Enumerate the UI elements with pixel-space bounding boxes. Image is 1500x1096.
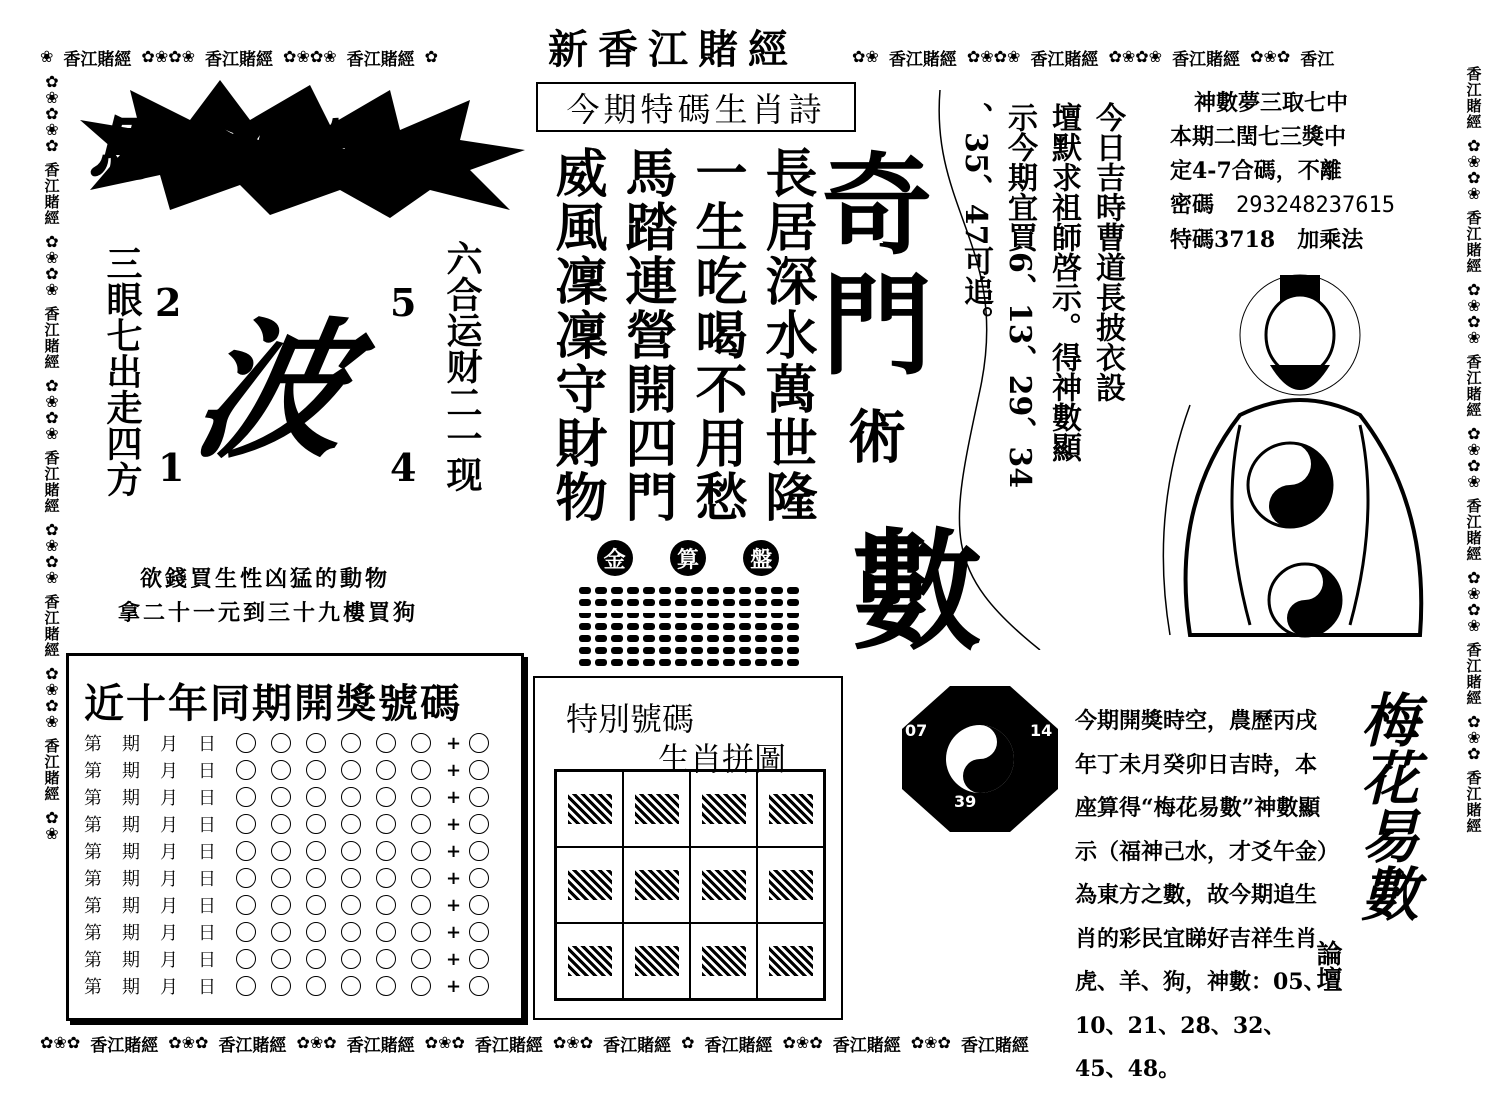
row-label: 期 (122, 950, 140, 971)
row-label: 第 (84, 977, 102, 998)
row-label: 期 (122, 761, 140, 782)
number-circle (271, 814, 291, 834)
mahui-num-tl: 2 (155, 280, 182, 325)
border-label: 香江賭經 (1464, 354, 1483, 418)
row-label: 日 (198, 923, 216, 944)
row-label: 日 (198, 842, 216, 863)
number-circle (236, 814, 256, 834)
border-label: 香江賭經 (218, 1035, 287, 1056)
history-row (84, 730, 504, 756)
row-label: 日 (198, 950, 216, 971)
flower-icon: ✿ ❀ ✿ ❀ (1467, 136, 1481, 203)
mahui-banner: 馬會傳密 (90, 109, 387, 189)
border-label: 香江賭經 (704, 1035, 773, 1056)
puzzle-tile (757, 923, 824, 999)
flower-icon: ✿❀✿ (40, 1033, 81, 1052)
row-label: 第 (84, 896, 102, 917)
plus-sign: + (446, 813, 462, 835)
row-label: 日 (198, 977, 216, 998)
qimen-char-shu: 術 (848, 403, 907, 471)
puzzle-tile (623, 771, 690, 847)
border-label: 香江賭經 (888, 49, 957, 70)
right-method: 加乘法 (1297, 227, 1364, 253)
flower-icon: ❀ (40, 47, 54, 66)
special-circle (469, 949, 489, 969)
border-label: 香江賭經 (1464, 498, 1483, 562)
number-circle (306, 895, 326, 915)
number-circle (236, 922, 256, 942)
number-circle (271, 895, 291, 915)
flower-icon: ✿ ❀ (45, 808, 59, 843)
number-circle (341, 841, 361, 861)
puzzle-tile (556, 847, 623, 923)
number-circle (306, 976, 326, 996)
number-circle (236, 760, 256, 780)
history-title: 近十年同期開獎號碼 (84, 681, 462, 727)
plus-sign: + (446, 732, 462, 754)
plus-sign: + (446, 786, 462, 808)
right-info-box (1170, 86, 1395, 257)
border-label: 香江賭經 (346, 49, 415, 70)
abacus-title-char: 盤 (743, 540, 779, 576)
number-circle (376, 949, 396, 969)
row-label: 月 (160, 896, 178, 917)
row-label: 期 (122, 896, 140, 917)
qimen-char-shu2: 數 (852, 515, 983, 668)
number-circle (271, 760, 291, 780)
plus-sign: + (446, 921, 462, 943)
bagua-number: 39 (954, 792, 977, 811)
row-label: 第 (84, 842, 102, 863)
flower-icon: ✿❀✿ (168, 1033, 209, 1052)
flower-icon: ✿ (681, 1033, 695, 1052)
plus-sign: + (446, 894, 462, 916)
abacus-title-char: 金 (597, 540, 633, 576)
number-circle (236, 733, 256, 753)
number-circle (376, 760, 396, 780)
row-label: 期 (122, 923, 140, 944)
plus-sign: + (446, 975, 462, 997)
number-circle (236, 868, 256, 888)
number-circle (411, 814, 431, 834)
flower-icon: ✿ ❀ ✿ ❀ ✿ (45, 74, 59, 155)
forum-signature: 論壇 (1312, 940, 1342, 992)
right-code-label: 密碼 (1170, 192, 1215, 218)
abacus-title (578, 540, 798, 576)
flower-icon: ✿ ❀ ✿ ❀ (1467, 280, 1481, 347)
number-circle (411, 787, 431, 807)
border-label: 香江賭經 (832, 1035, 901, 1056)
border-label: 香江賭經 (63, 49, 132, 70)
number-circle (411, 760, 431, 780)
number-circle (306, 922, 326, 942)
number-circle (411, 895, 431, 915)
puzzle-tile (757, 771, 824, 847)
special-circle (469, 895, 489, 915)
poem-title-box (536, 82, 856, 132)
row-label: 期 (122, 869, 140, 890)
flower-icon: ✿❀✿❀ (141, 47, 196, 66)
abacus-beads (578, 585, 800, 671)
number-circle (236, 895, 256, 915)
puzzle-tile (556, 771, 623, 847)
right-line-5 (1170, 223, 1395, 257)
special-circle (469, 976, 489, 996)
flower-icon: ✿ ❀ ✿ ❀ (1467, 424, 1481, 491)
meihua-title: 梅花易數 (1351, 690, 1419, 922)
right-line-4 (1170, 188, 1395, 223)
meihua-paragraph (880, 700, 1335, 1092)
special-circle (469, 787, 489, 807)
row-label: 日 (198, 788, 216, 809)
number-circle (411, 841, 431, 861)
row-label: 日 (198, 869, 216, 890)
qimen-char-men: 門 (822, 261, 932, 390)
right-line-3: 定4-7合碼，不離 (1170, 158, 1342, 184)
number-circle (306, 760, 326, 780)
taoist-deity-illustration (1130, 255, 1460, 645)
flower-icon: ✿❀✿ (1250, 47, 1291, 66)
number-circle (341, 760, 361, 780)
flower-icon: ✿❀✿ (782, 1033, 823, 1052)
row-label: 第 (84, 950, 102, 971)
zodiac-puzzle-grid (554, 769, 826, 1001)
plus-sign: + (446, 867, 462, 889)
border-label: 香江 (1300, 49, 1335, 70)
history-row (84, 865, 504, 891)
border-label: 香江賭經 (603, 1035, 672, 1056)
number-circle (376, 922, 396, 942)
flower-icon: ✿ (424, 47, 439, 66)
plus-sign: + (446, 840, 462, 862)
flower-icon: ✿❀✿❀ (966, 47, 1021, 66)
right-line-2: 本期二閏七三獎中 (1170, 124, 1347, 150)
special-circle (469, 760, 489, 780)
border-label: 香江賭經 (42, 738, 61, 802)
number-circle (306, 814, 326, 834)
row-label: 月 (160, 815, 178, 836)
history-row (84, 946, 504, 972)
special-circle (469, 814, 489, 834)
meihua-text: 今期開獎時空，農歷丙戌年丁未月癸卯日吉時，本座算得“梅花易數”神數顯示（福神己水，才爻午金）為東方之數，故今期追生肖的彩民宜睇好吉祥生肖虎、羊、狗，神數：05、10、21、28、32、45、48。 (1075, 708, 1329, 1082)
border-label: 香江賭經 (1172, 49, 1241, 70)
row-label: 第 (84, 869, 102, 890)
oracle-col-1: 今日吉時曹道長披衣設 (1090, 102, 1125, 402)
border-label: 香江賭經 (42, 450, 61, 514)
plus-sign: + (446, 759, 462, 781)
mahui-note-2: 拿二十一元到三十九樓買狗 (118, 600, 419, 626)
row-label: 月 (160, 788, 178, 809)
number-circle (376, 841, 396, 861)
border-label: 香江賭經 (1464, 210, 1483, 274)
special-title-1: 特別號碼 (566, 700, 695, 738)
row-label: 月 (160, 842, 178, 863)
mahui-right-col: 六合运财二一现 (441, 240, 483, 492)
bagua-number: 07 (905, 721, 928, 740)
row-label: 第 (84, 788, 102, 809)
row-label: 第 (84, 734, 102, 755)
row-label: 第 (84, 761, 102, 782)
number-circle (411, 949, 431, 969)
number-circle (306, 949, 326, 969)
special-circle (469, 733, 489, 753)
qimen-char-qi: 奇 (822, 141, 932, 270)
number-circle (411, 733, 431, 753)
number-circle (341, 733, 361, 753)
row-label: 月 (160, 734, 178, 755)
border-label: 香江賭經 (42, 306, 61, 370)
flower-icon: ✿❀✿❀ (283, 47, 337, 66)
border-label: 香江賭經 (90, 1035, 159, 1056)
flower-icon: ✿ ❀ ✿ ❀ (45, 232, 59, 299)
oracle-col-4: 、35、47可追。 (958, 102, 993, 336)
number-circle (411, 868, 431, 888)
flower-icon: ✿ ❀ ✿ ❀ (45, 520, 59, 587)
plus-sign: + (446, 948, 462, 970)
row-label: 期 (122, 815, 140, 836)
mahui-left-col: 三眼七出走四方 (101, 245, 143, 497)
right-code: 29324823761​5 (1236, 193, 1395, 218)
row-label: 日 (198, 815, 216, 836)
poem-line-2: 一生吃喝不用愁 (686, 146, 747, 524)
row-label: 日 (198, 761, 216, 782)
row-label: 第 (84, 815, 102, 836)
flower-icon: ✿❀✿ (296, 1033, 337, 1052)
number-circle (271, 976, 291, 996)
mahui-num-tr: 5 (390, 280, 417, 325)
flower-icon: ✿ ❀ ✿ ❀ (45, 376, 59, 443)
brush-character: 波 (182, 303, 364, 479)
flower-icon: ✿❀✿ (424, 1033, 465, 1052)
poem-line-3: 馬踏連營開四門 (616, 146, 677, 524)
oracle-col-2: 壇默求祖師啓示。得神數顯 (1046, 102, 1081, 462)
number-circle (306, 868, 326, 888)
row-label: 期 (122, 788, 140, 809)
number-circle (411, 922, 431, 942)
number-circle (271, 949, 291, 969)
puzzle-tile (757, 847, 824, 923)
history-row (84, 811, 504, 837)
border-label: 香江賭經 (960, 1035, 1029, 1056)
row-label: 月 (160, 923, 178, 944)
right-special-code: 特碼3718 (1170, 227, 1276, 253)
row-label: 第 (84, 923, 102, 944)
puzzle-tile (690, 771, 757, 847)
number-circle (376, 868, 396, 888)
number-circle (306, 787, 326, 807)
number-circle (236, 841, 256, 861)
number-circle (271, 733, 291, 753)
number-circle (376, 787, 396, 807)
number-circle (341, 949, 361, 969)
flower-icon: ✿❀✿❀ (1108, 47, 1163, 66)
border-label: 香江賭經 (1030, 49, 1099, 70)
special-circle (469, 868, 489, 888)
bagua-number: 14 (1030, 721, 1053, 740)
flower-icon: ✿❀ (852, 47, 879, 66)
row-label: 日 (198, 896, 216, 917)
number-circle (341, 814, 361, 834)
flower-icon: ✿ ❀ ✿ ❀ (1467, 568, 1481, 635)
number-circle (271, 868, 291, 888)
number-circle (271, 841, 291, 861)
history-row (84, 784, 504, 810)
top-border-right (852, 44, 1472, 70)
number-circle (236, 787, 256, 807)
row-label: 月 (160, 869, 178, 890)
border-label: 香江賭經 (346, 1035, 415, 1056)
flower-icon: ✿❀✿ (910, 1033, 951, 1052)
border-label: 香江賭經 (42, 162, 61, 226)
special-circle (469, 922, 489, 942)
border-label: 香江賭經 (42, 594, 61, 658)
border-label: 香江賭經 (1464, 642, 1483, 706)
row-label: 期 (122, 842, 140, 863)
history-row (84, 973, 504, 999)
puzzle-tile (556, 923, 623, 999)
border-label: 香江賭經 (1464, 770, 1483, 834)
number-circle (341, 895, 361, 915)
number-circle (341, 976, 361, 996)
flower-icon: ✿ ❀ ✿ (1467, 712, 1481, 763)
number-circle (376, 976, 396, 996)
puzzle-tile (623, 847, 690, 923)
number-circle (306, 841, 326, 861)
history-row (84, 892, 504, 918)
special-circle (469, 841, 489, 861)
mahui-num-bl: 1 (158, 445, 185, 490)
history-row (84, 919, 504, 945)
row-label: 期 (122, 977, 140, 998)
border-label: 香江賭經 (474, 1035, 543, 1056)
row-label: 期 (122, 734, 140, 755)
abacus-title-char: 算 (670, 540, 706, 576)
row-label: 月 (160, 761, 178, 782)
number-circle (341, 868, 361, 888)
flower-icon: ✿❀✿ (552, 1033, 594, 1052)
poem-line-4: 威風凜凜守財物 (546, 146, 607, 524)
number-circle (341, 922, 361, 942)
number-circle (271, 787, 291, 807)
number-circle (271, 922, 291, 942)
right-border (1460, 66, 1488, 1030)
right-line-1: 神數夢三取七中 (1194, 90, 1349, 116)
border-label: 香江賭經 (205, 49, 274, 70)
top-border (40, 44, 540, 70)
border-label: 香江賭經 (1464, 66, 1483, 130)
poem-title: 今期特碼生肖詩 (566, 89, 826, 129)
mahui-num-br: 4 (390, 445, 417, 490)
number-circle (376, 733, 396, 753)
special-title-2: 生肖拼圖 (658, 740, 787, 778)
row-label: 月 (160, 950, 178, 971)
number-circle (376, 895, 396, 915)
poem-line-1: 長居深水萬世隆 (756, 146, 817, 524)
number-circle (236, 949, 256, 969)
row-label: 日 (198, 734, 216, 755)
mahui-note-1: 欲錢買生性凶猛的動物 (140, 566, 391, 592)
history-row (84, 838, 504, 864)
page-title: 新香江賭經 (548, 26, 798, 73)
oracle-col-3: 示今期宜買6、13、29、34 (1002, 102, 1037, 489)
number-circle (411, 976, 431, 996)
number-circle (341, 787, 361, 807)
number-circle (236, 976, 256, 996)
puzzle-tile (690, 847, 757, 923)
flower-icon: ✿ ❀ ✿ ❀ (45, 664, 59, 731)
row-label: 月 (160, 977, 178, 998)
left-border (38, 74, 66, 1030)
number-circle (376, 814, 396, 834)
puzzle-tile (623, 923, 690, 999)
puzzle-tile (690, 923, 757, 999)
number-circle (306, 733, 326, 753)
history-row (84, 757, 504, 783)
